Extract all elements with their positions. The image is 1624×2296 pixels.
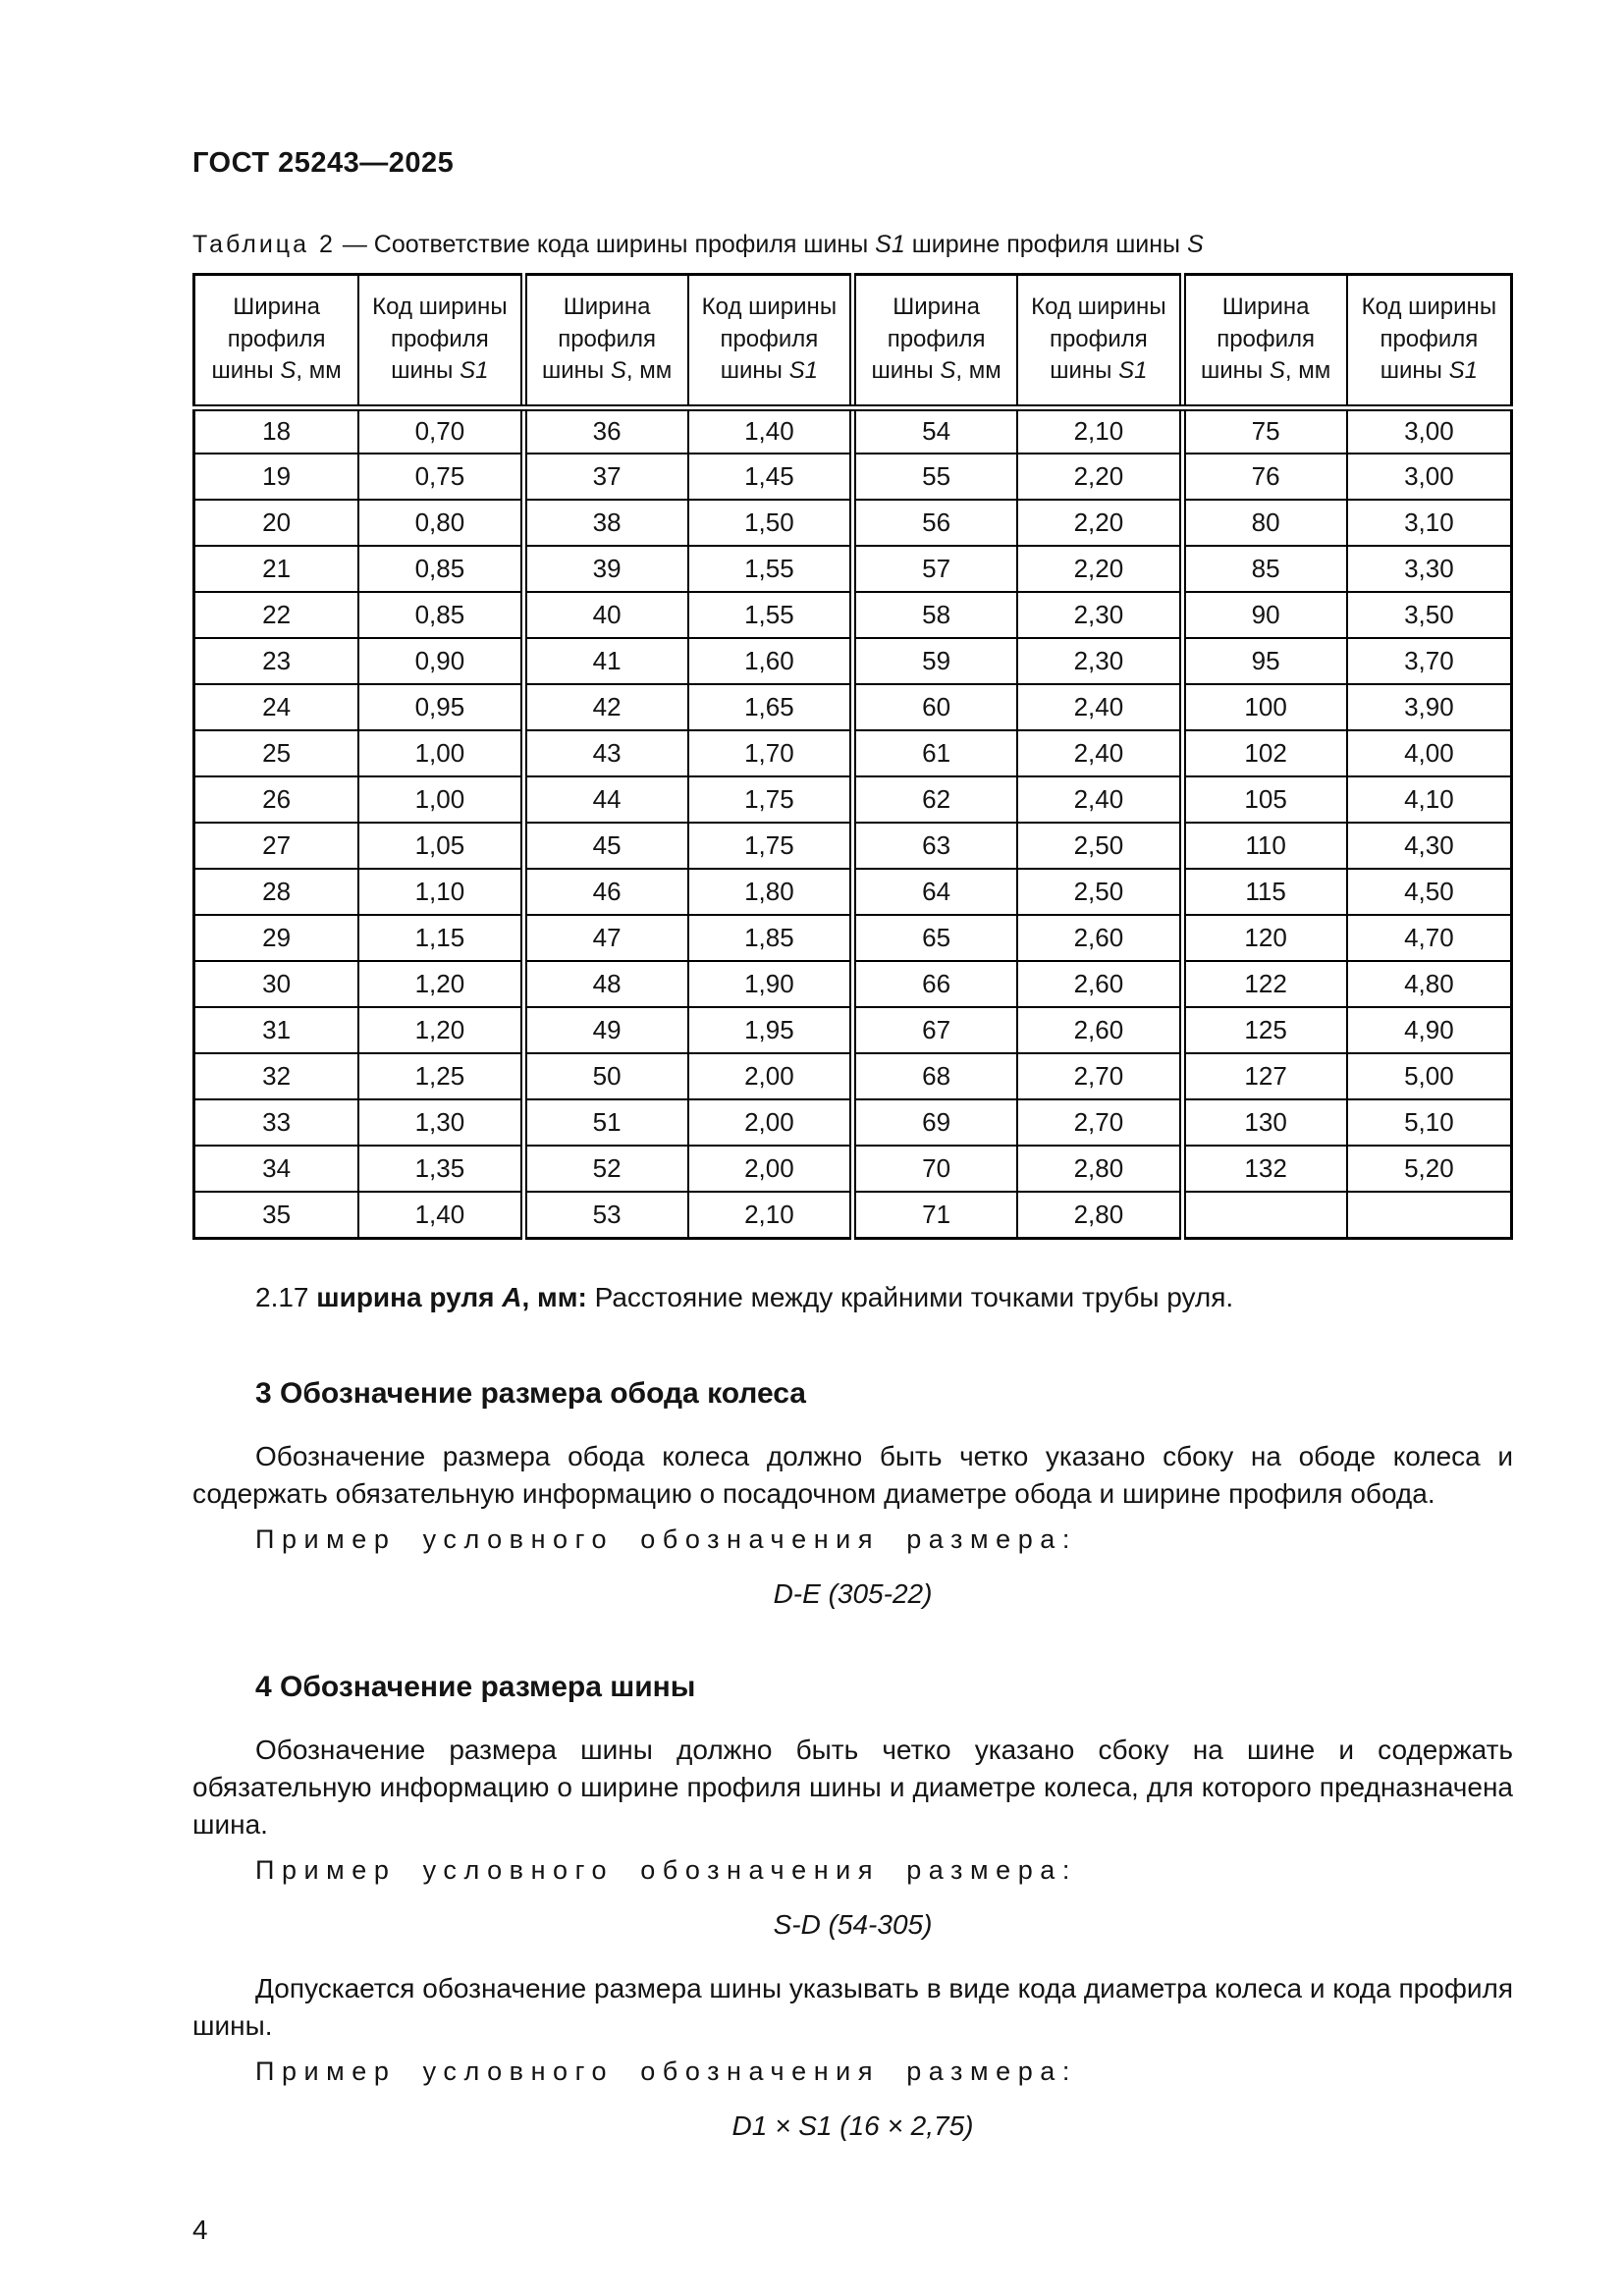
table-cell: 120 xyxy=(1182,915,1347,961)
section-4-paragraph-2: Допускается обозначение размера шины указывать в виде кода диаметра колеса и кода профиля шины. xyxy=(192,1972,1513,2042)
table-row xyxy=(194,454,1512,500)
table-cell: 2,40 xyxy=(1017,730,1182,776)
table-cell: 2,30 xyxy=(1017,638,1182,684)
table-cell: 46 xyxy=(523,869,688,915)
section-4-example-label-1: Пример условного обозначения размера: xyxy=(255,1854,1077,1885)
table-cell: 130 xyxy=(1182,1099,1347,1146)
table-cell: 2,80 xyxy=(1017,1146,1182,1192)
table-cell: 125 xyxy=(1182,1007,1347,1053)
col-header-width-code: Код ширины профиля шины S1 xyxy=(358,274,523,407)
table-cell: 0,95 xyxy=(358,684,523,730)
table-cell: 4,10 xyxy=(1347,776,1512,823)
table-cell: 1,20 xyxy=(358,1007,523,1053)
table-cell: 1,75 xyxy=(688,776,853,823)
table-cell: 2,20 xyxy=(1017,546,1182,592)
table-cell: 3,00 xyxy=(1347,407,1512,454)
table-cell: 1,40 xyxy=(688,407,853,454)
table-cell: 4,80 xyxy=(1347,961,1512,1007)
table-cell: 37 xyxy=(523,454,688,500)
table-cell: 0,80 xyxy=(358,500,523,546)
table-cell: 3,90 xyxy=(1347,684,1512,730)
table-caption-text-mid: ширине профиля шины xyxy=(904,231,1187,258)
table-cell: 62 xyxy=(853,776,1018,823)
table-header xyxy=(194,274,1512,407)
table-cell: 20 xyxy=(194,500,359,546)
table-cell: 51 xyxy=(523,1099,688,1146)
table-cell: 0,70 xyxy=(358,407,523,454)
table-cell: 52 xyxy=(523,1146,688,1192)
table-cell: 2,60 xyxy=(1017,915,1182,961)
table-cell: 47 xyxy=(523,915,688,961)
table-cell: 58 xyxy=(853,592,1018,638)
col-header-tire-width: Ширина профиля шины S, мм xyxy=(853,274,1018,407)
table-row xyxy=(194,592,1512,638)
table-cell: 2,00 xyxy=(688,1146,853,1192)
col-header-width-code: Код ширины профиля шины S1 xyxy=(688,274,853,407)
table-cell: 43 xyxy=(523,730,688,776)
table-cell: 42 xyxy=(523,684,688,730)
section-3-example-label: Пример условного обозначения размера: xyxy=(255,1523,1077,1554)
table-cell: 1,85 xyxy=(688,915,853,961)
table-cell: 54 xyxy=(853,407,1018,454)
table-cell: 2,20 xyxy=(1017,454,1182,500)
table-cell: 1,45 xyxy=(688,454,853,500)
table-cell: 61 xyxy=(853,730,1018,776)
table-row xyxy=(194,730,1512,776)
table-row xyxy=(194,1007,1512,1053)
table-cell: 2,00 xyxy=(688,1053,853,1099)
col-header-tire-width: Ширина профиля шины S, мм xyxy=(194,274,359,407)
table-cell: 23 xyxy=(194,638,359,684)
table-caption-width-symbol: S xyxy=(1186,231,1204,258)
table-cell: 1,00 xyxy=(358,776,523,823)
page-content xyxy=(192,147,1513,2142)
table-cell: 56 xyxy=(853,500,1018,546)
table-cell: 25 xyxy=(194,730,359,776)
table-cell: 30 xyxy=(194,961,359,1007)
table-cell: 0,85 xyxy=(358,546,523,592)
table-cell: 90 xyxy=(1182,592,1347,638)
table-row xyxy=(194,1053,1512,1099)
section-3-example-value: D-E (305-22) xyxy=(773,1577,933,1609)
table-row xyxy=(194,823,1512,869)
table-cell: 3,00 xyxy=(1347,454,1512,500)
table-cell: 4,30 xyxy=(1347,823,1512,869)
table-cell: 3,30 xyxy=(1347,546,1512,592)
table-cell: 68 xyxy=(853,1053,1018,1099)
definition-term xyxy=(316,1282,587,1312)
table-cell: 2,70 xyxy=(1017,1053,1182,1099)
table-cell: 105 xyxy=(1182,776,1347,823)
table-cell: 63 xyxy=(853,823,1018,869)
table-cell: 39 xyxy=(523,546,688,592)
table-cell: 5,20 xyxy=(1347,1146,1512,1192)
table-cell: 57 xyxy=(853,546,1018,592)
table-cell: 65 xyxy=(853,915,1018,961)
table-cell: 27 xyxy=(194,823,359,869)
table-cell: 75 xyxy=(1182,407,1347,454)
tire-width-code-table xyxy=(192,273,1513,1240)
table-cell: 1,70 xyxy=(688,730,853,776)
table-cell: 100 xyxy=(1182,684,1347,730)
table-cell: 1,25 xyxy=(358,1053,523,1099)
table-row xyxy=(194,684,1512,730)
table-cell: 1,65 xyxy=(688,684,853,730)
definition-term-symbol: А xyxy=(502,1281,522,1312)
table-cell: 132 xyxy=(1182,1146,1347,1192)
table-cell: 44 xyxy=(523,776,688,823)
table-row xyxy=(194,1192,1512,1238)
table-cell: 2,30 xyxy=(1017,592,1182,638)
table-cell: 1,00 xyxy=(358,730,523,776)
page-number: 4 xyxy=(192,2215,208,2245)
table-cell: 1,55 xyxy=(688,546,853,592)
section-4-paragraph-1: Обозначение размера шины должно быть четко указано сбоку на шине и содержать обязательную информацию о ширине профиля шины и диаметре колеса, для которого предназначена шина. xyxy=(192,1734,1513,1840)
col-header-width-code: Код ширины профиля шины S1 xyxy=(1017,274,1182,407)
table-cell: 19 xyxy=(194,454,359,500)
table-cell: 1,30 xyxy=(358,1099,523,1146)
table-cell: 32 xyxy=(194,1053,359,1099)
table-cell: 1,55 xyxy=(688,592,853,638)
table-cell: 55 xyxy=(853,454,1018,500)
table-cell xyxy=(1347,1192,1512,1238)
table-cell: 0,90 xyxy=(358,638,523,684)
table-cell: 3,10 xyxy=(1347,500,1512,546)
table-cell: 41 xyxy=(523,638,688,684)
table-cell: 1,15 xyxy=(358,915,523,961)
doc-reference: ГОСТ 25243—2025 xyxy=(192,147,455,179)
table-cell: 85 xyxy=(1182,546,1347,592)
table-caption xyxy=(192,229,1513,261)
table-cell: 2,80 xyxy=(1017,1192,1182,1238)
table-cell: 21 xyxy=(194,546,359,592)
table-cell: 48 xyxy=(523,961,688,1007)
table-row xyxy=(194,915,1512,961)
table-cell: 2,00 xyxy=(688,1099,853,1146)
section-4-heading: 4 Обозначение размера шины xyxy=(255,1670,696,1703)
table-caption-text-pre: Соответствие кода ширины профиля шины xyxy=(373,231,876,258)
table-cell: 71 xyxy=(853,1192,1018,1238)
table-cell: 18 xyxy=(194,407,359,454)
definition-term-pre: ширина руля xyxy=(316,1281,503,1312)
table-cell: 24 xyxy=(194,684,359,730)
table-cell: 4,00 xyxy=(1347,730,1512,776)
table-cell: 2,50 xyxy=(1017,823,1182,869)
definition-2-17 xyxy=(192,1279,1513,1316)
definition-text: Расстояние между крайними точками трубы руля. xyxy=(594,1281,1234,1312)
table-cell: 1,20 xyxy=(358,961,523,1007)
table-cell: 1,05 xyxy=(358,823,523,869)
table-cell: 127 xyxy=(1182,1053,1347,1099)
table-cell: 29 xyxy=(194,915,359,961)
table-cell: 40 xyxy=(523,592,688,638)
table-cell: 2,40 xyxy=(1017,684,1182,730)
table-cell: 1,80 xyxy=(688,869,853,915)
table-cell: 3,50 xyxy=(1347,592,1512,638)
table-row xyxy=(194,869,1512,915)
table-cell: 4,50 xyxy=(1347,869,1512,915)
table-cell: 1,35 xyxy=(358,1146,523,1192)
table-cell: 70 xyxy=(853,1146,1018,1192)
table-cell: 2,40 xyxy=(1017,776,1182,823)
table-cell: 60 xyxy=(853,684,1018,730)
table-row xyxy=(194,546,1512,592)
section-4-example-value-2: D1 × S1 (16 × 2,75) xyxy=(731,2110,974,2142)
table-cell: 36 xyxy=(523,407,688,454)
table-cell: 2,20 xyxy=(1017,500,1182,546)
table-cell: 1,75 xyxy=(688,823,853,869)
section-4-example-label-2: Пример условного обозначения размера: xyxy=(255,2056,1077,2087)
col-header-tire-width: Ширина профиля шины S, мм xyxy=(1182,274,1347,407)
table-cell: 45 xyxy=(523,823,688,869)
section-3-heading: 3 Обозначение размера обода колеса xyxy=(255,1376,806,1410)
table-cell: 1,95 xyxy=(688,1007,853,1053)
table-cell: 50 xyxy=(523,1053,688,1099)
table-cell: 1,60 xyxy=(688,638,853,684)
table-cell: 5,10 xyxy=(1347,1099,1512,1146)
table-row xyxy=(194,1146,1512,1192)
table-cell: 67 xyxy=(853,1007,1018,1053)
table-body xyxy=(194,407,1512,1238)
table-row xyxy=(194,407,1512,454)
table-cell: 110 xyxy=(1182,823,1347,869)
table-cell: 49 xyxy=(523,1007,688,1053)
table-cell: 102 xyxy=(1182,730,1347,776)
table-cell: 1,40 xyxy=(358,1192,523,1238)
table-cell xyxy=(1182,1192,1347,1238)
table-cell: 2,10 xyxy=(688,1192,853,1238)
table-cell: 5,00 xyxy=(1347,1053,1512,1099)
table-cell: 0,75 xyxy=(358,454,523,500)
table-cell: 2,10 xyxy=(1017,407,1182,454)
table-cell: 1,10 xyxy=(358,869,523,915)
table-cell: 38 xyxy=(523,500,688,546)
definition-number: 2.17 xyxy=(255,1281,309,1312)
section-3-paragraph: Обозначение размера обода колеса должно быть четко указано сбоку на ободе колеса и содержать обязательную информацию о посадочном диаметре обода и ширине профиля обода. xyxy=(192,1440,1513,1509)
table-header-row xyxy=(194,274,1512,407)
table-cell: 76 xyxy=(1182,454,1347,500)
table-row xyxy=(194,500,1512,546)
table-cell: 115 xyxy=(1182,869,1347,915)
table-row xyxy=(194,776,1512,823)
table-row xyxy=(194,638,1512,684)
table-caption-code-symbol: S1 xyxy=(875,231,905,258)
table-cell: 2,60 xyxy=(1017,961,1182,1007)
table-cell: 3,70 xyxy=(1347,638,1512,684)
table-cell: 80 xyxy=(1182,500,1347,546)
table-cell: 4,90 xyxy=(1347,1007,1512,1053)
table-cell: 2,70 xyxy=(1017,1099,1182,1146)
table-cell: 66 xyxy=(853,961,1018,1007)
table-cell: 28 xyxy=(194,869,359,915)
table-cell: 26 xyxy=(194,776,359,823)
table-caption-label: Таблица 2 xyxy=(192,231,336,258)
table-cell: 95 xyxy=(1182,638,1347,684)
table-cell: 34 xyxy=(194,1146,359,1192)
table-cell: 64 xyxy=(853,869,1018,915)
table-cell: 22 xyxy=(194,592,359,638)
table-cell: 122 xyxy=(1182,961,1347,1007)
table-caption-dash: — xyxy=(335,231,374,258)
table-cell: 0,85 xyxy=(358,592,523,638)
col-header-tire-width: Ширина профиля шины S, мм xyxy=(523,274,688,407)
table-row xyxy=(194,961,1512,1007)
table-cell: 4,70 xyxy=(1347,915,1512,961)
table-cell: 1,90 xyxy=(688,961,853,1007)
table-row xyxy=(194,1099,1512,1146)
table-cell: 53 xyxy=(523,1192,688,1238)
table-cell: 2,60 xyxy=(1017,1007,1182,1053)
col-header-width-code: Код ширины профиля шины S1 xyxy=(1347,274,1512,407)
table-cell: 2,50 xyxy=(1017,869,1182,915)
table-cell: 31 xyxy=(194,1007,359,1053)
section-4-example-value-1: S-D (54-305) xyxy=(773,1908,933,1940)
definition-term-post: , мм: xyxy=(521,1281,587,1312)
table-cell: 1,50 xyxy=(688,500,853,546)
table-cell: 59 xyxy=(853,638,1018,684)
table-cell: 69 xyxy=(853,1099,1018,1146)
table-cell: 33 xyxy=(194,1099,359,1146)
table-cell: 35 xyxy=(194,1192,359,1238)
